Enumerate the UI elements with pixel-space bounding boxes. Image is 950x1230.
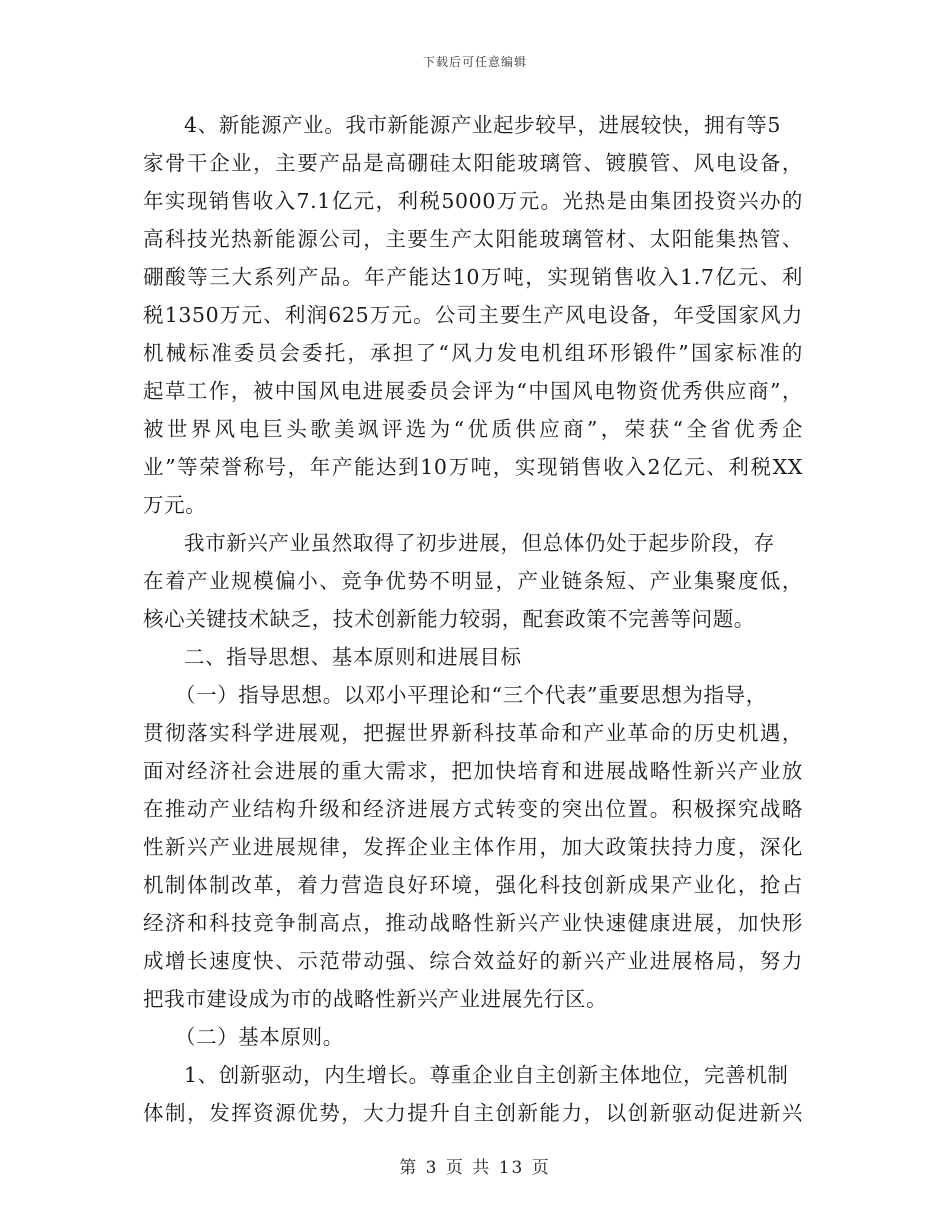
paragraph-line: 高科技光热新能源公司，主要生产太阳能玻璃管材、太阳能集热管、 bbox=[143, 227, 803, 251]
paragraph-line: 性新兴产业进展规律，发挥企业主体作用，加大政策扶持力度，深化 bbox=[143, 835, 803, 859]
subsection-heading: （二）基本原则。 bbox=[175, 1025, 344, 1049]
paragraph-line: （一）指导思想。以邓小平理论和“三个代表”重要思想为指导， bbox=[175, 683, 767, 707]
paragraph-line: 万元。 bbox=[143, 493, 207, 517]
page-footer: 第 3 页 共 13 页 bbox=[399, 1158, 551, 1178]
paragraph-line: 我市新兴产业虽然取得了初步进展，但总体仍处于起步阶段，存 bbox=[184, 531, 775, 555]
paragraph-line: 税1350万元、利润625万元。公司主要生产风电设备，年受国家风力 bbox=[143, 303, 803, 327]
section-heading: 二、指导思想、基本原则和进展目标 bbox=[184, 645, 522, 669]
paragraph-line: 体制，发挥资源优势，大力提升自主创新能力，以创新驱动促进新兴 bbox=[143, 1101, 803, 1125]
paragraph-line: 在推动产业结构升级和经济进展方式转变的突出位置。积极探究战略 bbox=[143, 797, 803, 821]
paragraph-line: 起草工作，被中国风电进展委员会评为“中国风电物资优秀供应商”， bbox=[143, 379, 803, 403]
paragraph-line: 家骨干企业，主要产品是高硼硅太阳能玻璃管、镀膜管、风电设备， bbox=[143, 151, 803, 175]
document-body bbox=[143, 106, 803, 1132]
paragraph-line: 机械标准委员会委托，承担了“风力发电机组环形锻件”国家标准的 bbox=[143, 341, 803, 365]
paragraph-line: 在着产业规模偏小、竞争优势不明显，产业链条短、产业集聚度低， bbox=[143, 569, 803, 593]
paragraph-line: 把我市建设成为市的战略性新兴产业进展先行区。 bbox=[143, 987, 608, 1011]
paragraph-line: 年实现销售收入7.1亿元，利税5000万元。光热是由集团投资兴办的 bbox=[143, 189, 803, 213]
paragraph-line: 成增长速度快、示范带动强、综合效益好的新兴产业进展格局，努力 bbox=[143, 949, 803, 973]
paragraph-line: 核心关键技术缺乏，技术创新能力较弱，配套政策不完善等问题。 bbox=[143, 607, 755, 631]
paragraph-line: 面对经济社会进展的重大需求，把加快培育和进展战略性新兴产业放 bbox=[143, 759, 803, 783]
paragraph-line: 贯彻落实科学进展观，把握世界新科技革命和产业革命的历史机遇， bbox=[143, 721, 803, 745]
paragraph-line: 硼酸等三大系列产品。年产能达10万吨，实现销售收入1.7亿元、利 bbox=[143, 265, 803, 289]
paragraph-line: 经济和科技竞争制高点，推动战略性新兴产业快速健康进展，加快形 bbox=[143, 911, 803, 935]
paragraph-line: 业”等荣誉称号，年产能达到10万吨，实现销售收入2亿元、利税XX bbox=[143, 455, 803, 479]
paragraph-line: 1、创新驱动，内生增长。尊重企业自主创新主体地位，完善机制 bbox=[184, 1063, 789, 1087]
page-header: 下载后可任意编辑 bbox=[422, 55, 527, 69]
paragraph-line: 被世界风电巨头歌美飒评选为“优质供应商”，荣获“全省优秀企 bbox=[143, 417, 803, 441]
paragraph-line: 4、新能源产业。我市新能源产业起步较早，进展较快，拥有等5 bbox=[184, 113, 781, 137]
paragraph-line: 机制体制改革，着力营造良好环境，强化科技创新成果产业化，抢占 bbox=[143, 873, 803, 897]
